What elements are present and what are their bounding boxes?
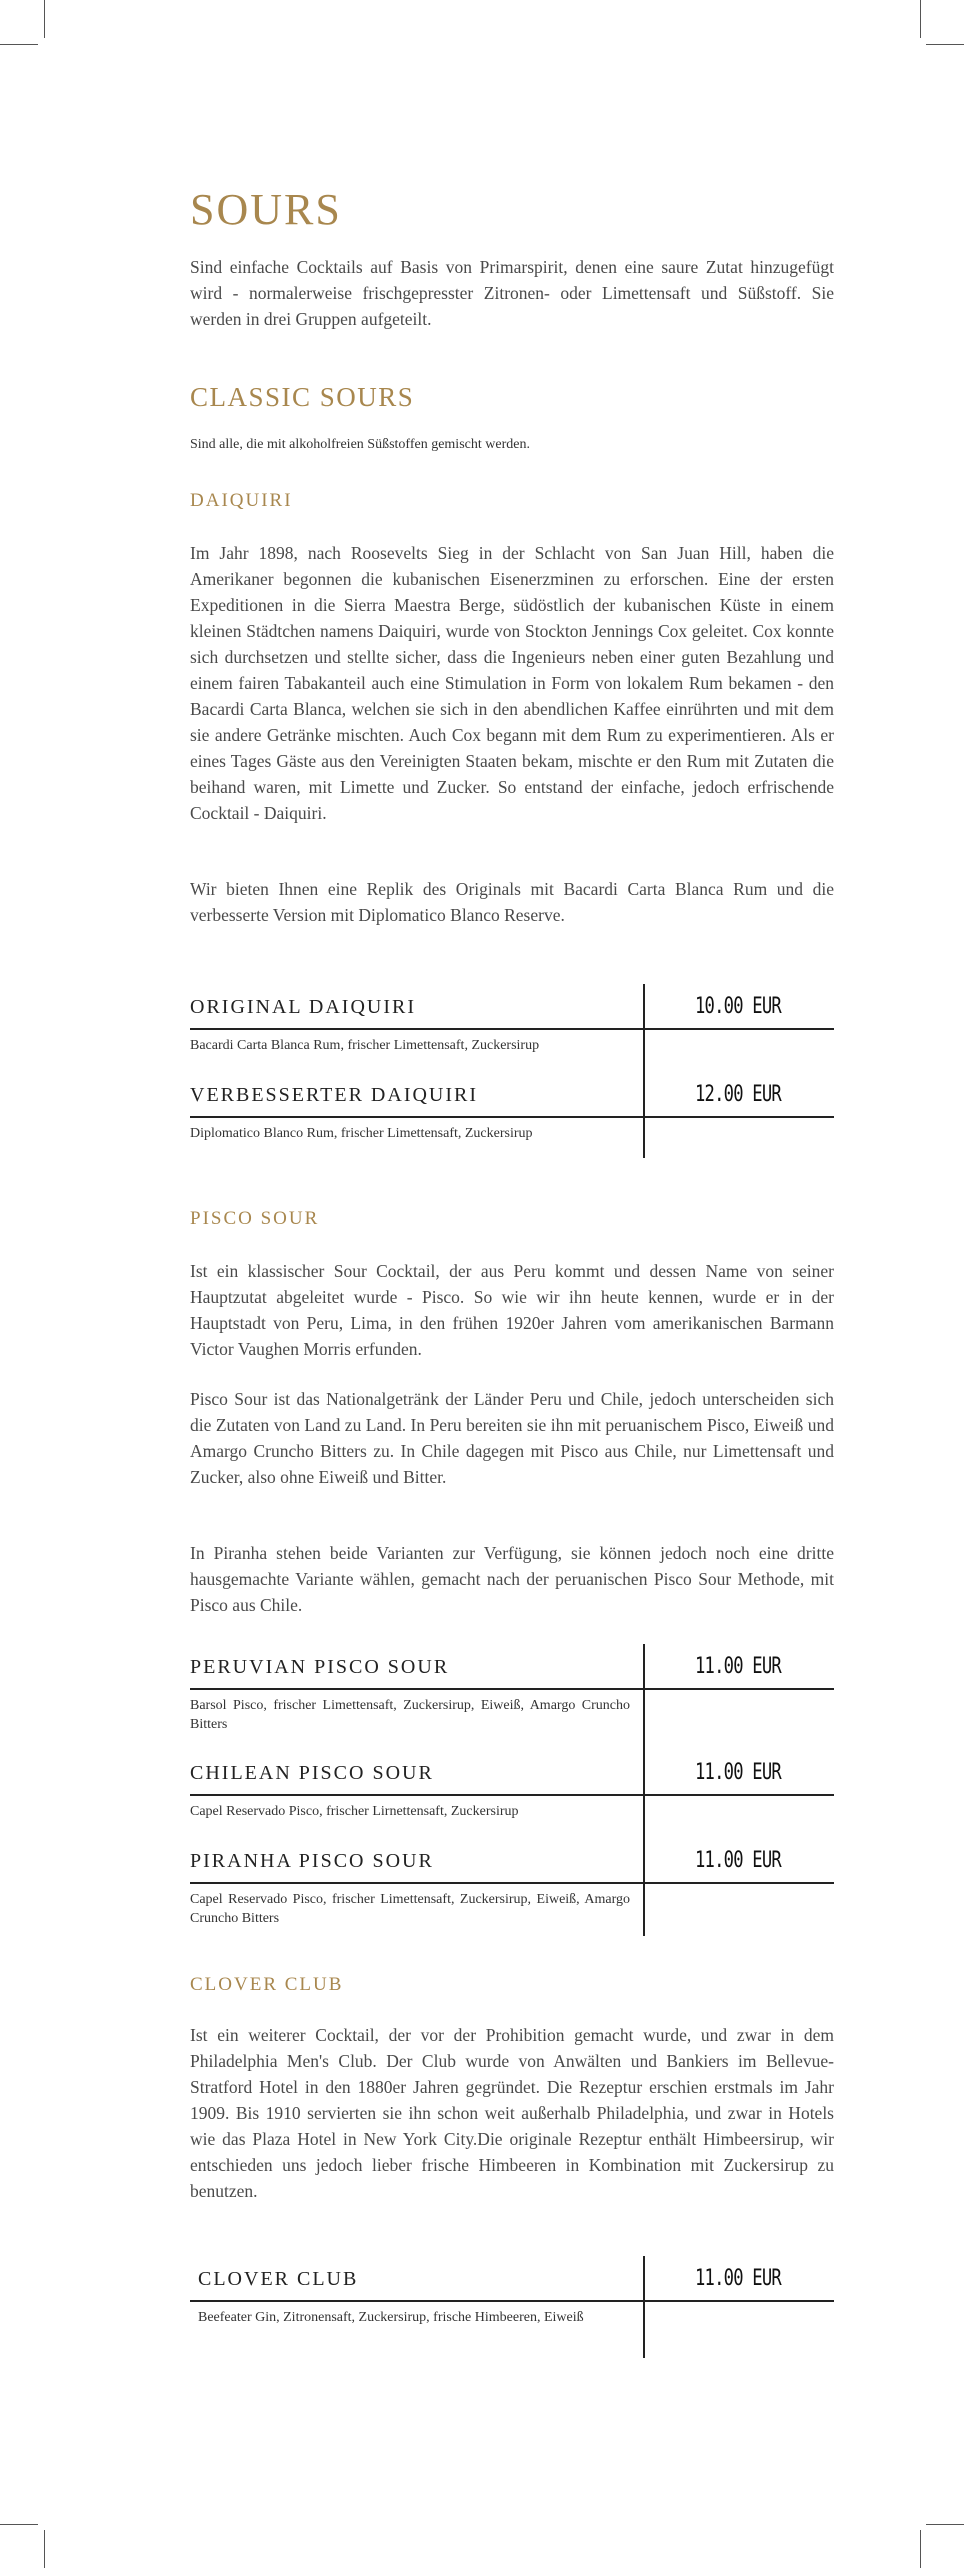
item-price: 11.00 EUR [695, 1848, 781, 1873]
menu-divider [643, 2256, 645, 2358]
clover-history: Ist ein weiterer Cocktail, der vor der Prohibition gemacht wurde, und zwar in dem Philadelphia Men's Club. Der Club wurde von Anwälten und Bankiers im Bellevue-Stratford Hotel in den 1880er Jahren gegründet. Die Rezeptur erschien erstmals im Jahr 1909. Bis 1910 servierten sie ihn schon weit außerhalb Philadelphia, und zwar in Hotels wie das Plaza Hotel in New York City.Die originale Rezeptur enthält Himbeersirup, wir entschieden uns jedoch lieber frische Himbeeren in Kombination mit Zuckersirup zu benutzen. [190, 2025, 834, 2201]
item-name: CLOVER CLUB [198, 2268, 359, 2290]
crop-mark-top-left-h [0, 44, 38, 45]
daiquiri-title: DAIQUIRI [190, 490, 293, 511]
daiquiri-history: Im Jahr 1898, nach Roosevelts Sieg in der Schlacht von San Juan Hill, haben die Amerikaner begonnen die kubanischen Eisenerzminen zu erforschen. Eine der ersten Expeditionen in die Sierra Maestra Berge, südöstlich der kubanischen Küste in einem kleinen Städtchen namens Daiquiri, wurde von Stockton Jennings Cox geleitet. Cox konnte sich durchsetzen und stellte sicher, dass die Ingenieurs neben einer guten Bezahlung und einem fairen Tabakanteil auch eine Stimulation in Form von lokalem Rum bekamen - den Bacardi Carta Blanca, welchen sie sich in den abendlichen Kaffee einrührten und mit dem sie andere Getränke mischten. Auch Cox begann mit dem Rum zu experimentieren. Als er eines Tages Gäste aus den Vereinigten Staaten bekam, mischte er den Rum mit Zutaten die beihand waren, mit Limette und Zucker. So entstand der einfache, jedoch erfrischende Cocktail - Daiquiri. [190, 543, 834, 823]
item-price: 12.00 EUR [695, 1082, 781, 1107]
crop-mark-top-left [44, 0, 45, 38]
item-rule [190, 1116, 834, 1118]
item-price: 11.00 EUR [695, 1760, 781, 1785]
item-name: PERUVIAN PISCO SOUR [190, 1656, 450, 1678]
daiquiri-menu [190, 984, 834, 1158]
item-rule [190, 1794, 834, 1796]
pisco-house: In Piranha stehen beide Varianten zur Verfügung, sie können jedoch noch eine dritte hausgemachte Variante wählen, gemacht nach der peruanischen Pisco Sour Methode, mit Pisco aus Chile. [190, 1543, 834, 1615]
clover-club-title: CLOVER CLUB [190, 1974, 344, 1995]
intro-text: Sind einfache Cocktails auf Basis von Primarspirit, denen eine saure Zutat hinzugefügt wird - normalerweise frischgepresster Zitronen- oder Limettensaft und Süßstoff. Sie werden in drei Gruppen aufgeteilt. [190, 257, 834, 329]
clover-menu [190, 2256, 834, 2358]
item-rule [190, 1688, 834, 1690]
item-name: CHILEAN PISCO SOUR [190, 1762, 434, 1784]
crop-mark-bottom-left [44, 2530, 45, 2568]
item-rule [190, 1882, 834, 1884]
crop-mark-bottom-right [920, 2530, 921, 2568]
pisco-menu [190, 1644, 834, 1936]
item-description: Capel Reservado Pisco, frischer Limettensaft, Zuckersirup, Eiweiß, Amargo Cruncho Bitters [190, 1892, 630, 1926]
item-price: 11.00 EUR [695, 1654, 781, 1679]
item-name: VERBESSERTER DAIQUIRI [190, 1084, 479, 1106]
menu-divider [643, 984, 645, 1158]
item-description: Diplomatico Blanco Rum, frischer Limettensaft, Zuckersirup [190, 1126, 533, 1141]
item-price: 11.00 EUR [695, 2266, 781, 2291]
classic-sours-note: Sind alle, die mit alkoholfreien Süßstoffen gemischt werden. [190, 437, 530, 452]
page-title: SOURS [190, 185, 342, 234]
item-rule [190, 1028, 834, 1030]
item-name: ORIGINAL DAIQUIRI [190, 996, 417, 1018]
daiquiri-offer: Wir bieten Ihnen eine Replik des Originals mit Bacardi Carta Blanca Rum und die verbesserte Version mit Diplomatico Blanco Reserve. [190, 879, 834, 925]
classic-sours-title: CLASSIC SOURS [190, 382, 415, 412]
item-description: Capel Reservado Pisco, frischer Lirnettensaft, Zuckersirup [190, 1804, 519, 1819]
item-price: 10.00 EUR [695, 994, 781, 1019]
crop-mark-top-right-h [926, 44, 964, 45]
crop-mark-top-right [920, 0, 921, 38]
pisco-variants: Pisco Sour ist das Nationalgetränk der Länder Peru und Chile, jedoch unterscheiden sich die Zutaten von Land zu Land. In Peru bereiten sie ihn mit peruanischem Pisco, Eiweiß und Amargo Cruncho Bitters zu. In Chile dagegen mit Pisco aus Chile, nur Limettensaft und Zucker, also ohne Eiweiß und Bitter. [190, 1389, 834, 1487]
item-rule [190, 2300, 834, 2302]
crop-mark-bottom-right-h [926, 2524, 964, 2525]
item-name: PIRANHA PISCO SOUR [190, 1850, 434, 1872]
pisco-sour-title: PISCO SOUR [190, 1208, 320, 1229]
item-description: Barsol Pisco, frischer Limettensaft, Zuckersirup, Eiweiß, Amargo Cruncho Bitters [190, 1698, 630, 1732]
item-description: Bacardi Carta Blanca Rum, frischer Limettensaft, Zuckersirup [190, 1038, 540, 1053]
item-description: Beefeater Gin, Zitronensaft, Zuckersirup, frische Himbeeren, Eiweiß [198, 2310, 584, 2325]
pisco-history: Ist ein klassischer Sour Cocktail, der aus Peru kommt und dessen Name von seiner Hauptzutat abgeleitet wurde - Pisco. So wie wir ihn heute kennen, wurde er in der Hauptstadt von Peru, Lima, in den frühen 1920er Jahren vom amerikanischen Barmann Victor Vaughen Morris erfunden. [190, 1261, 834, 1359]
crop-mark-bottom-left-h [0, 2524, 38, 2525]
